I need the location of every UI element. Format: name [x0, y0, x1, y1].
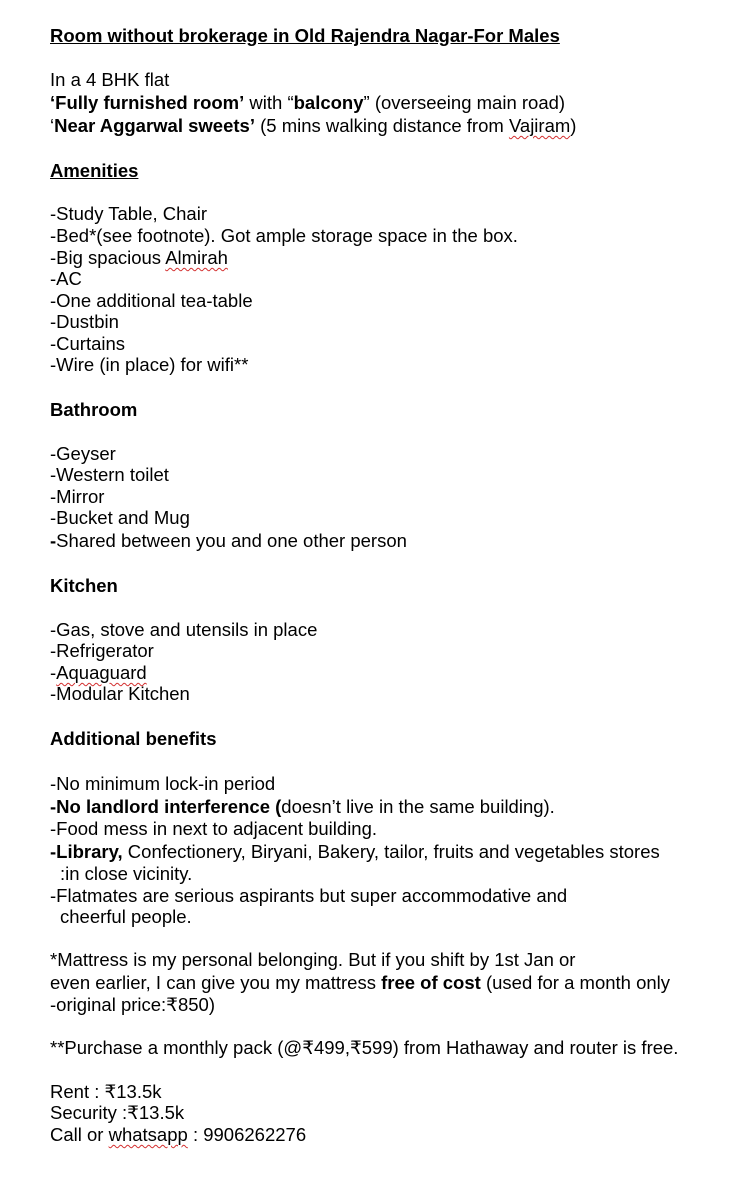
amenity-dustbin: -Dustbin — [50, 311, 119, 332]
amenity-curtains: -Curtains — [50, 333, 126, 354]
intro-line-location — [50, 115, 576, 137]
amenity-study: -Study Table, Chair — [50, 203, 207, 224]
library-bold: -Library, — [50, 841, 123, 862]
benefit-landlord — [50, 796, 555, 818]
with-text: with “ — [244, 92, 294, 113]
intro-line-flat: In a 4 BHK flat — [50, 69, 170, 90]
kitchen-heading: Kitchen — [50, 575, 118, 596]
mattress-note-line1: *Mattress is my personal belonging. But if you shift by 1st Jan or — [50, 949, 576, 970]
mattress-note-a: even earlier, I can give you my mattress — [50, 972, 382, 993]
benefit-library-cont: :in close vicinity. — [60, 863, 193, 884]
benefit-mess: -Food mess in next to adjacent building. — [50, 818, 378, 839]
overseeing-text: ” (overseeing main road) — [363, 92, 566, 113]
aquaguard-dash: - — [50, 662, 57, 683]
furnished-room-text: ‘Fully furnished room’ — [50, 92, 245, 113]
amenity-ac: -AC — [50, 268, 82, 289]
shared-dash: - — [50, 530, 57, 551]
kitchen-modular: -Modular Kitchen — [50, 683, 190, 704]
mattress-note-line2 — [50, 972, 670, 994]
bathroom-toilet: -Western toilet — [50, 464, 169, 485]
walking-distance-text: (5 mins walking distance from — [254, 115, 509, 136]
aquaguard-word: Aquaguard — [56, 662, 147, 683]
amenity-bed: -Bed*(see footnote). Got ample storage space in the box. — [50, 225, 518, 246]
whatsapp-word: whatsapp — [108, 1124, 188, 1145]
bathroom-shared — [50, 530, 407, 552]
free-of-cost-text: free of cost — [381, 972, 481, 993]
wifi-footnote: **Purchase a monthly pack (@₹499,₹599) from Hathaway and router is free. — [50, 1037, 679, 1058]
kitchen-fridge: -Refrigerator — [50, 640, 154, 661]
landlord-rest: doesn’t live in the same building). — [281, 796, 555, 817]
intro-line-furnished — [50, 92, 565, 114]
bathroom-heading: Bathroom — [50, 399, 138, 420]
almirah-word: Almirah — [165, 247, 228, 268]
kitchen-gas: -Gas, stove and utensils in place — [50, 619, 318, 640]
rent-line: Rent : ₹13.5k — [50, 1081, 162, 1102]
call-prefix: Call or — [50, 1124, 109, 1145]
library-rest: Confectionery, Biryani, Bakery, tailor, fruits and vegetables stores — [122, 841, 660, 862]
amenity-wifi: -Wire (in place) for wifi** — [50, 354, 249, 375]
benefits-heading: Additional benefits — [50, 728, 217, 749]
near-aggarwal-text: Near Aggarwal sweets’ — [54, 115, 255, 136]
amenity-almirah — [50, 247, 228, 269]
contact-line — [50, 1124, 306, 1146]
bathroom-mirror: -Mirror — [50, 486, 105, 507]
amenities-heading: Amenities — [50, 160, 139, 181]
almirah-prefix: -Big spacious — [50, 247, 166, 268]
amenity-tea-table: -One additional tea-table — [50, 290, 253, 311]
document-title: Room without brokerage in Old Rajendra Nagar-For Males — [50, 25, 560, 46]
bathroom-geyser: -Geyser — [50, 443, 116, 464]
bathroom-bucket: -Bucket and Mug — [50, 507, 190, 528]
security-line: Security :₹13.5k — [50, 1102, 185, 1123]
benefit-flatmates-cont: cheerful people. — [60, 906, 192, 927]
mattress-note-line3: -original price:₹850) — [50, 994, 215, 1015]
benefit-lockin: -No minimum lock-in period — [50, 773, 276, 794]
close-paren: ) — [570, 115, 577, 136]
phone-number: : 9906262276 — [187, 1124, 307, 1145]
kitchen-aquaguard — [50, 662, 147, 684]
mattress-note-c: (used for a month only — [480, 972, 671, 993]
vajiram-text: Vajiram — [508, 115, 571, 136]
benefit-library — [50, 841, 660, 863]
open-quote: ‘ — [50, 115, 55, 136]
benefit-flatmates: -Flatmates are serious aspirants but super accommodative and — [50, 885, 568, 906]
shared-text: Shared between you and one other person — [56, 530, 407, 551]
landlord-bold: -No landlord interference ( — [50, 796, 282, 817]
balcony-text: balcony — [293, 92, 364, 113]
